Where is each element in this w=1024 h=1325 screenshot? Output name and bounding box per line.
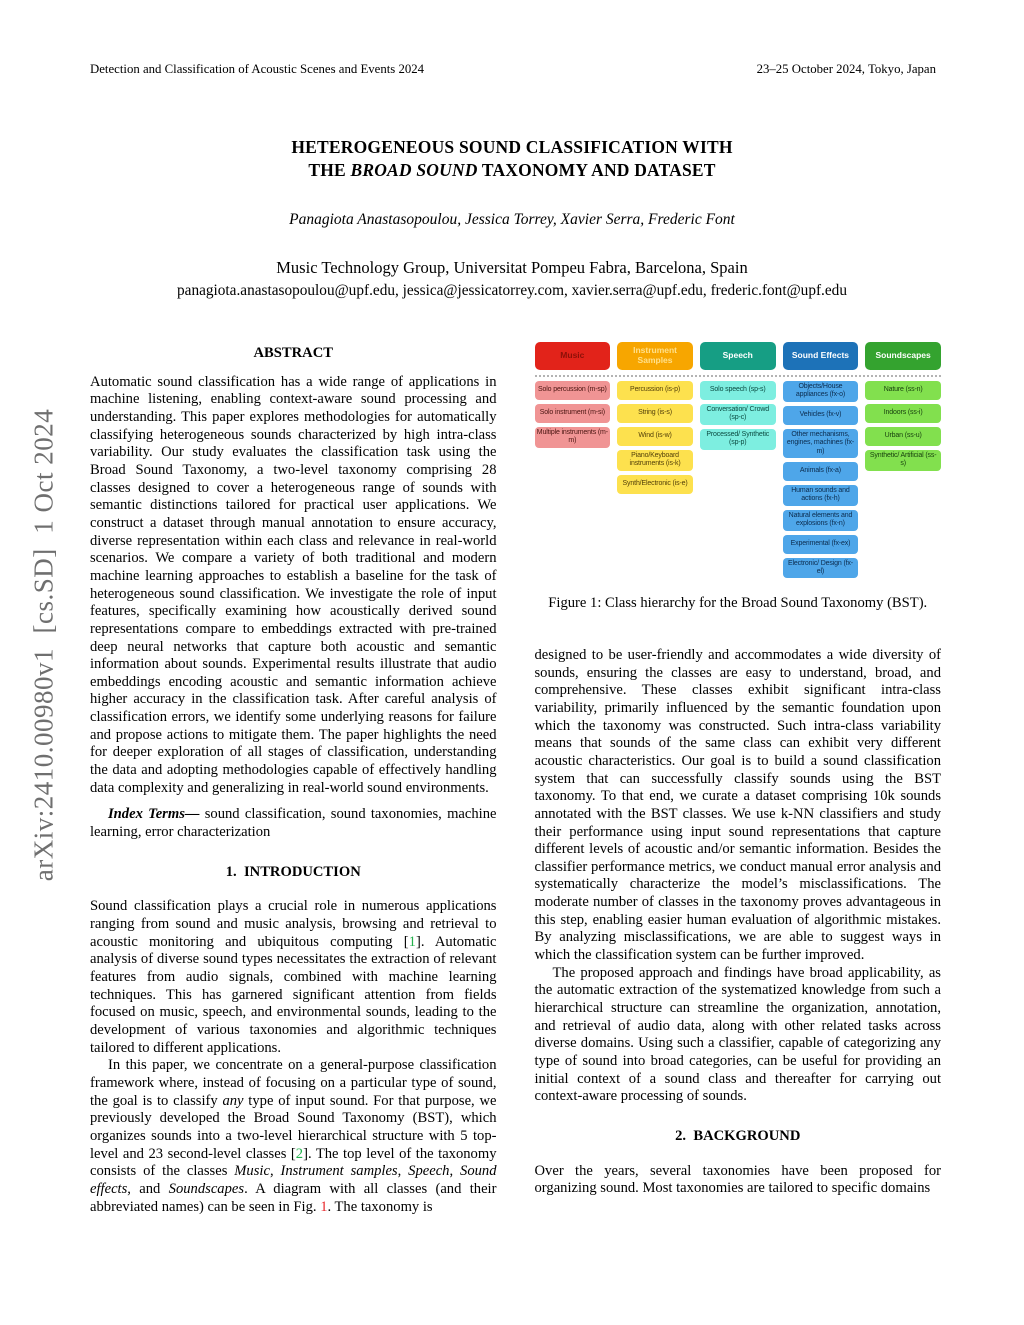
intro-p2-any-italic: any: [222, 1092, 244, 1109]
sep: ,: [397, 1163, 409, 1180]
authors: Panagiota Anastasopoulou, Jessica Torrey, Xavier Serra, Frederic Font: [289, 211, 735, 228]
intro-p2-text-e: . The taxonomy is: [327, 1198, 433, 1215]
intro-p1-text-b: ]. Automatic analysis of diverse sound types necessitates the extraction of relevant features from audio signals, combined with machine learning techniques. This has garnered significant attention from fields focused on music, speech, and environmental sounds, leading to the development of various taxonomies and algorithmic techniques tailored to different applications.: [90, 933, 497, 1056]
title-line2-post: TAXONOMY AND DATASET: [477, 160, 716, 180]
bst-subclass-node: Indoors (ss-i): [865, 404, 941, 423]
right-column: [535, 338, 942, 1216]
bst-subclass-node: Conversation/ Crowd (sp-c): [700, 404, 776, 425]
bst-subclass-node: Natural elements and explosions (fx-n): [783, 510, 859, 531]
bst-diagram: [535, 342, 942, 582]
bst-subclass-node: Animals (fx-a): [783, 462, 859, 481]
index-terms-label: Index Terms—: [108, 806, 200, 823]
level-separator-dotted-line: [535, 375, 942, 377]
conference-date-location: 23–25 October 2024, Tokyo, Japan: [756, 62, 936, 76]
bst-subclass-node: Percussion (is-p): [617, 381, 693, 400]
bst-subclass-node: Piano/Keyboard instruments (is-k): [617, 450, 693, 471]
bst-subclass-node: Multiple instruments (m-m): [535, 427, 611, 448]
arxiv-stamp: arXiv:2410.00980v1 [cs.SD] 1 Oct 2024: [28, 408, 59, 882]
class-name-instrument-samples: Instrument samples: [280, 1163, 398, 1180]
bst-column-sound-effects: [783, 342, 859, 582]
title-block: [0, 136, 1024, 300]
figure-1: [535, 342, 942, 613]
bst-column-speech: [700, 342, 776, 582]
bst-subclass-node: Vehicles (fx-v): [783, 406, 859, 425]
background-paragraph: Over the years, several taxonomies have been proposed for organizing sound. Most taxonomies are tailored to specific domains: [534, 1162, 941, 1197]
bst-subclass-node: Urban (ss-u): [865, 427, 941, 446]
bst-column-soundscapes: [865, 342, 941, 582]
class-name-speech: Speech: [408, 1163, 450, 1180]
title-line2-pre: THE: [308, 160, 351, 180]
bst-column-instrument-samples: [617, 342, 693, 582]
abstract-heading: ABSTRACT: [253, 345, 333, 361]
figure-1-caption: Figure 1: Class hierarchy for the Broad Sound Taxonomy (BST).: [548, 595, 928, 612]
title-line2-italic: BROAD SOUND: [350, 160, 478, 180]
sep: ,: [269, 1163, 281, 1180]
bst-top-class-soundscapes: Soundscapes: [865, 342, 941, 370]
bst-subclass-node: Human sounds and actions (fx-h): [783, 485, 859, 506]
bst-subclass-node: Processed/ Synthetic (sp-p): [700, 429, 776, 450]
title-line1: HETEROGENEOUS SOUND CLASSIFICATION WITH: [291, 137, 733, 157]
bst-subclass-node: Solo speech (sp-s): [700, 381, 776, 400]
section-heading-introduction: 1. INTRODUCTION: [225, 863, 361, 880]
index-terms: [90, 806, 497, 841]
class-name-sound-effects: Sound effects: [90, 1163, 497, 1197]
sep: ,: [449, 1163, 461, 1180]
running-header: [90, 62, 936, 77]
bst-subclass-node: Solo instrument (m-si): [535, 404, 611, 423]
figure-1-ref[interactable]: 1: [320, 1198, 328, 1215]
sep: , and: [127, 1180, 169, 1197]
class-name-soundscapes: Soundscapes: [168, 1180, 245, 1197]
bst-subclass-node: Electronic/ Design (fx-el): [783, 558, 859, 579]
bst-subclass-node: Experimental (fx-ex): [783, 535, 859, 554]
bst-top-class-instrument-samples: Instrument Samples: [617, 342, 693, 370]
conference-name: Detection and Classification of Acoustic Scenes and Events 2024: [90, 62, 425, 76]
intro-paragraph-2: [90, 1057, 497, 1216]
bst-subclass-node: Wind (is-w): [617, 427, 693, 446]
affiliation: Music Technology Group, Universitat Pompeu Fabra, Barcelona, Spain: [276, 258, 748, 277]
abstract-paragraph: Automatic sound classification has a wide range of applications in machine listening, enabling context-aware sound processing and understanding. This paper explores methodologies for automatically classifying heterogeneous sounds characterized by high intra-class variability. Our study evaluates the classification task using the Broad Sound Taxonomy, a two-level taxonomy comprising 28 classes designed to cover a heterogeneous range of sounds with semantic distinctions tailored for practical user applications. We construct a dataset through manual annotation to ensure accuracy, diverse representation within each class and relevance in real-world scenarios. We compare a variety of both traditional and modern machine learning approaches to establish a baseline for the task of heterogeneous sound classification. We investigate the role of input features, specifically examining how acoustically derived sound representations compare to embeddings extracted with pre-trained deep neural networks that capture both acoustic and semantic information about sounds. Experimental results illustrate that audio embeddings encoding acoustic and semantic information achieve higher accuracy in the classification task. After careful analysis of classification errors, we identify some underlying reasons for failure and propose actions to mitigate them. The paper highlights the need for deeper exploration of all stages of classification, understanding the data and adopting methodologies capable of effectively handling data complexity and generalizing in real-world sound environments.: [90, 373, 497, 796]
bst-subclass-node: Other mechanisms, engines, machines (fx-m): [783, 429, 859, 458]
bst-subclass-node: Synth/Electronic (is-e): [617, 475, 693, 494]
bst-top-class-sound-effects: Sound Effects: [783, 342, 859, 370]
bst-subclass-node: String (is-s): [617, 404, 693, 423]
intro-p1-text-a: Sound classification plays a crucial role in numerous applications ranging from sound and music analysis, browsing and retrieval to acoustic monitoring and ubiquitous computing [: [90, 898, 497, 950]
citation-ref-1[interactable]: 1: [408, 933, 416, 950]
bst-top-class-speech: Speech: [700, 342, 776, 370]
bst-column-music: [535, 342, 611, 582]
citation-ref-2[interactable]: 2: [295, 1145, 304, 1162]
section-heading-background: 2. BACKGROUND: [675, 1128, 801, 1145]
body-paragraph-designed: designed to be user-friendly and accommodates a wide diversity of sounds, ensuring the classes are easy to understand, broad, and comprehensive. These classes exhibit significant intra-class variability, primarily influenced by the semantic foundation upon which the taxonomy was constructed. Such intra-class variability means that sounds of the same class can exhibit very different acoustic characteristics. Our goal is to build a sound classification system that can successfully classify sounds using the BST taxonomy. To that end, we curate a dataset comprising 10k sounds annotated with the BST classes. We use k-NN classifiers and study their performance using input sound representations that capture different levels of acoustic and/or semantic information. Besides the classifier performance metrics, we conduct manual error analysis and systematically characterize the model’s misclassifications. The moderate number of classes in the taxonomy proves advantageous in this step, enabling easier human evaluation of algorithmic mistakes. By analyzing misclassifications, we are able to suggest ways in which the classification system can be further improved.: [534, 646, 941, 964]
bst-subclass-node: Nature (ss-n): [865, 381, 941, 400]
bst-subclass-node: Objects/House appliances (fx-o): [783, 381, 859, 402]
class-name-music: Music: [234, 1163, 270, 1180]
left-column: [90, 338, 497, 1216]
intro-p2-text-c: ]. The top level of the taxonomy consists of the classes: [90, 1145, 497, 1180]
paper-title: [0, 136, 1024, 182]
index-terms-body: sound classification, sound taxonomies, machine learning, error characterization: [90, 806, 497, 841]
intro-paragraph-1: [90, 898, 497, 1057]
intro-p2-text-d: . A diagram with all classes (and their abbreviated names) can be seen in Fig.: [90, 1180, 497, 1215]
two-column-body: [90, 338, 941, 1216]
bst-subclass-node: Synthetic/ Artificial (ss-s): [865, 450, 941, 471]
body-paragraph-proposed: The proposed approach and findings have broad applicability, as the automatic extraction of the systematized knowledge from such a hierarchical structure can streamline the organization, annotation, and retrieval of audio data, along with other related tasks across diverse domains. Using such a classifier, capable of categorizing any type of sound into broad categories, can be useful for providing an initial context of a sound class and thereafter for carrying out context-aware processing of sounds.: [534, 964, 941, 1105]
intro-p2-text-a: In this paper, we concentrate on a general-purpose classification framework where, instead of focusing on a particular type of sound, the goal is to classify: [90, 1057, 497, 1109]
intro-p2-text-b: type of input sound. For that purpose, we previously developed the Broad Sound Taxonomy (BST), which organizes sounds into a two-level hierarchical structure with 5 top-level and 23 second-level classes [: [90, 1092, 497, 1162]
bst-top-class-music: Music: [535, 342, 611, 370]
bst-subclass-node: Solo percussion (m-sp): [535, 381, 611, 400]
author-emails: panagiota.anastasopoulou@upf.edu, jessica@jessicatorrey.com, xavier.serra@upf.edu, frederic.font@upf.edu: [177, 282, 847, 299]
